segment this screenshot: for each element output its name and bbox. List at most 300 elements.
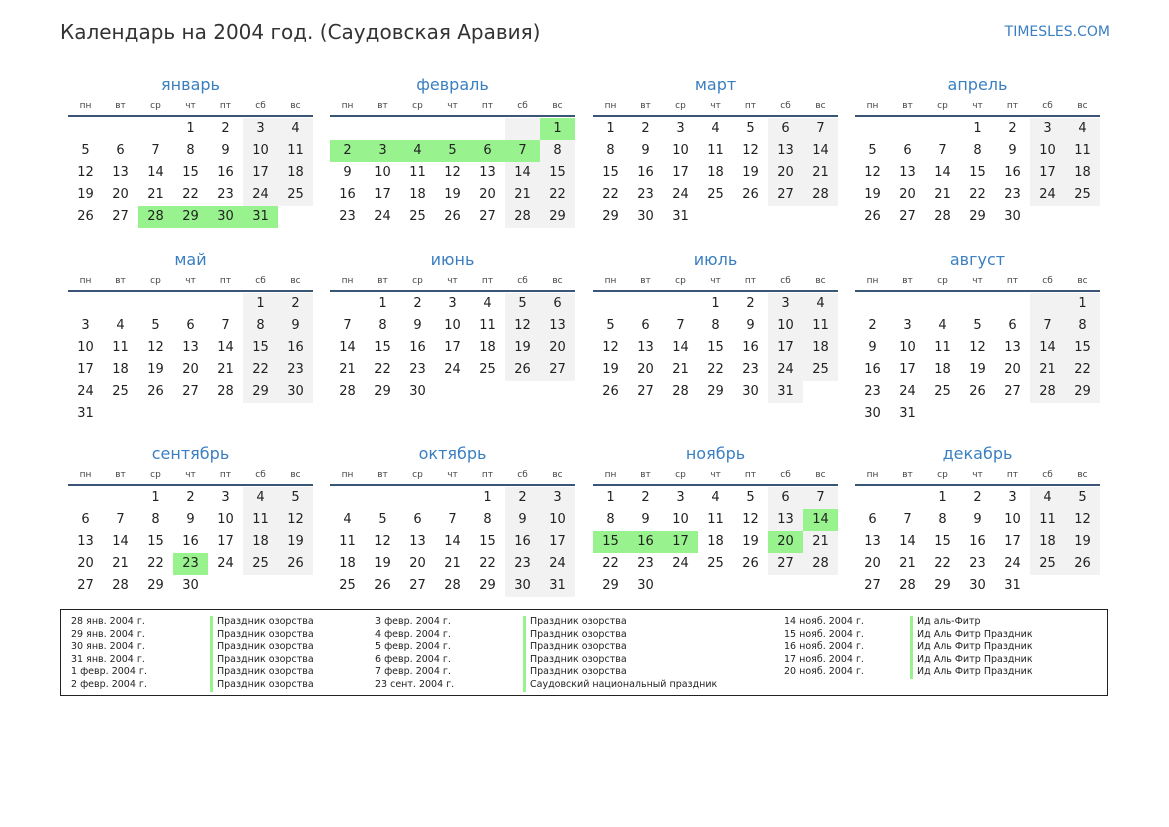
- day-cell: 3: [243, 118, 278, 140]
- empty-cell: [505, 118, 540, 140]
- day-cell: 5: [746, 121, 755, 136]
- day-cell: 25: [803, 359, 838, 381]
- weekday-header: [855, 97, 1100, 117]
- weekday-label: вт: [377, 276, 388, 286]
- day-grid: [593, 118, 838, 228]
- day-grid: [330, 118, 575, 228]
- weekday-label: ср: [675, 470, 686, 480]
- day-cell: 7: [903, 512, 912, 527]
- legend-column: [784, 616, 1033, 679]
- day-cell: 21: [112, 556, 129, 571]
- weekday-label: сб: [255, 276, 266, 286]
- holiday-day-cell: 15: [593, 531, 628, 553]
- day-cell: 9: [641, 143, 650, 158]
- day-cell: 22: [374, 362, 391, 377]
- day-cell: 21: [803, 531, 838, 553]
- holiday-day-cell: 30: [208, 206, 243, 228]
- day-cell: 13: [1004, 340, 1021, 355]
- day-cell: 24: [77, 384, 94, 399]
- legend-row: [784, 616, 1033, 629]
- day-cell: 21: [505, 184, 540, 206]
- weekday-header: [68, 466, 313, 486]
- day-cell: 27: [409, 578, 426, 593]
- day-cell: 12: [505, 315, 540, 337]
- day-cell: 22: [602, 556, 619, 571]
- weekday-label: чт: [447, 276, 458, 286]
- weekday-header: [593, 466, 838, 486]
- weekday-header: [330, 97, 575, 117]
- empty-cell: [330, 293, 365, 315]
- day-cell: 16: [1004, 165, 1021, 180]
- day-cell: 23: [969, 556, 986, 571]
- day-cell: 26: [444, 209, 461, 224]
- day-cell: 17: [374, 187, 391, 202]
- day-cell: 30: [969, 578, 986, 593]
- weekday-label: пт: [1006, 470, 1019, 480]
- day-cell: 3: [81, 318, 90, 333]
- legend-column: [71, 616, 314, 692]
- day-cell: 2: [186, 490, 195, 505]
- day-cell: 5: [973, 318, 982, 333]
- day-cell: 6: [768, 118, 803, 140]
- empty-cell: [593, 293, 628, 315]
- month-name: июнь: [430, 250, 475, 269]
- day-cell: 11: [707, 512, 724, 527]
- weekday-label: пт: [219, 470, 232, 480]
- holiday-name: Праздник озорства: [210, 616, 314, 629]
- day-cell: 11: [409, 165, 426, 180]
- legend-row: [71, 629, 314, 642]
- day-cell: 25: [409, 209, 426, 224]
- holiday-date: 2 февр. 2004 г.: [71, 678, 147, 690]
- day-cell: 6: [413, 512, 422, 527]
- day-cell: 25: [278, 184, 313, 206]
- day-cell: 21: [217, 362, 234, 377]
- weekday-label: вс: [290, 101, 301, 111]
- weekday-label: чт: [972, 276, 983, 286]
- day-cell: 9: [221, 143, 230, 158]
- day-cell: 27: [768, 553, 803, 575]
- weekday-label: чт: [710, 101, 721, 111]
- day-cell: 8: [938, 512, 947, 527]
- weekday-label: вт: [640, 276, 651, 286]
- day-cell: 24: [899, 384, 916, 399]
- day-cell: 9: [413, 318, 422, 333]
- day-cell: 25: [479, 362, 496, 377]
- holiday-name: Ид Аль Фитр Праздник: [910, 641, 1033, 654]
- day-grid: [68, 487, 313, 597]
- empty-cell: [400, 487, 435, 509]
- day-cell: 18: [707, 165, 724, 180]
- holiday-day-cell: 23: [173, 553, 208, 575]
- holiday-date: 29 янв. 2004 г.: [71, 628, 145, 640]
- day-cell: 2: [505, 487, 540, 509]
- day-cell: 27: [479, 209, 496, 224]
- month-name: апрель: [947, 75, 1008, 94]
- empty-cell: [330, 118, 365, 140]
- day-cell: 12: [77, 165, 94, 180]
- day-cell: 8: [1065, 315, 1100, 337]
- empty-cell: [470, 118, 505, 140]
- day-cell: 3: [540, 487, 575, 509]
- day-cell: 22: [540, 184, 575, 206]
- legend-row: [71, 616, 314, 629]
- weekday-label: ср: [150, 470, 161, 480]
- day-cell: 25: [707, 556, 724, 571]
- day-cell: 17: [1030, 162, 1065, 184]
- day-cell: 1: [606, 121, 615, 136]
- day-cell: 30: [278, 381, 313, 403]
- day-cell: 11: [243, 509, 278, 531]
- weekday-label: пн: [866, 101, 879, 111]
- holiday-name: Праздник озорства: [210, 679, 314, 692]
- day-cell: 18: [934, 362, 951, 377]
- day-cell: 24: [672, 187, 689, 202]
- day-cell: 12: [278, 509, 313, 531]
- day-cell: 13: [479, 165, 496, 180]
- weekday-label: пт: [481, 470, 494, 480]
- holiday-date: 3 февр. 2004 г.: [375, 616, 451, 627]
- weekday-label: вс: [815, 276, 826, 286]
- month-block: [330, 442, 575, 597]
- holiday-name: Праздник озорства: [210, 629, 314, 642]
- weekday-label: пт: [219, 101, 232, 111]
- day-cell: 27: [864, 578, 881, 593]
- weekday-label: пн: [79, 101, 92, 111]
- day-cell: 1: [483, 490, 492, 505]
- day-cell: 30: [637, 578, 654, 593]
- day-cell: 22: [602, 187, 619, 202]
- day-cell: 21: [899, 556, 916, 571]
- legend-row: [375, 679, 717, 692]
- day-grid: [330, 293, 575, 403]
- day-cell: 20: [409, 556, 426, 571]
- day-cell: 28: [505, 206, 540, 228]
- day-cell: 16: [742, 340, 759, 355]
- day-cell: 1: [606, 490, 615, 505]
- day-cell: 24: [444, 362, 461, 377]
- day-cell: 23: [339, 209, 356, 224]
- day-cell: 20: [864, 556, 881, 571]
- day-cell: 30: [505, 575, 540, 597]
- day-cell: 2: [413, 296, 422, 311]
- day-cell: 18: [479, 340, 496, 355]
- holiday-name: Праздник озорства: [210, 666, 314, 679]
- holiday-name: Праздник озорства: [210, 641, 314, 654]
- day-cell: 23: [1004, 187, 1021, 202]
- empty-cell: [435, 487, 470, 509]
- day-cell: 10: [672, 143, 689, 158]
- weekday-label: пн: [341, 101, 354, 111]
- weekday-label: вт: [377, 101, 388, 111]
- site-link[interactable]: TIMESLES.COM: [1004, 24, 1110, 40]
- empty-cell: [365, 487, 400, 509]
- day-cell: 25: [339, 578, 356, 593]
- day-cell: 25: [1065, 184, 1100, 206]
- day-cell: 12: [1065, 509, 1100, 531]
- day-cell: 1: [938, 490, 947, 505]
- weekday-label: вс: [552, 276, 563, 286]
- day-cell: 2: [746, 296, 755, 311]
- day-cell: 28: [899, 578, 916, 593]
- day-cell: 27: [1004, 384, 1021, 399]
- day-cell: 3: [768, 293, 803, 315]
- legend-row: [71, 641, 314, 654]
- day-cell: 12: [742, 143, 759, 158]
- day-cell: 17: [768, 337, 803, 359]
- day-cell: 9: [278, 315, 313, 337]
- day-cell: 20: [540, 337, 575, 359]
- weekday-label: сб: [255, 470, 266, 480]
- weekday-label: чт: [185, 101, 196, 111]
- day-cell: 20: [112, 187, 129, 202]
- day-cell: 18: [803, 337, 838, 359]
- day-cell: 10: [1004, 512, 1021, 527]
- weekday-label: пн: [604, 276, 617, 286]
- day-cell: 24: [672, 556, 689, 571]
- day-cell: 15: [707, 340, 724, 355]
- day-cell: 11: [803, 315, 838, 337]
- day-cell: 12: [602, 340, 619, 355]
- day-cell: 16: [505, 531, 540, 553]
- day-cell: 21: [934, 187, 951, 202]
- weekday-label: пн: [866, 276, 879, 286]
- day-cell: 7: [221, 318, 230, 333]
- empty-cell: [173, 293, 208, 315]
- day-cell: 18: [278, 162, 313, 184]
- day-cell: 5: [505, 293, 540, 315]
- day-cell: 3: [676, 490, 685, 505]
- month-block: [855, 442, 1100, 597]
- weekday-label: вт: [115, 276, 126, 286]
- day-cell: 21: [1030, 359, 1065, 381]
- day-cell: 11: [707, 143, 724, 158]
- weekday-label: сб: [780, 101, 791, 111]
- weekday-label: ср: [412, 470, 423, 480]
- holiday-name: Праздник озорства: [523, 616, 627, 629]
- empty-cell: [890, 487, 925, 509]
- empty-cell: [103, 293, 138, 315]
- day-cell: 20: [637, 362, 654, 377]
- day-cell: 28: [1030, 381, 1065, 403]
- holiday-name: Ид Аль Фитр Праздник: [910, 654, 1033, 667]
- day-cell: 3: [448, 296, 457, 311]
- weekday-label: чт: [447, 101, 458, 111]
- day-cell: 11: [1030, 509, 1065, 531]
- day-cell: 22: [934, 556, 951, 571]
- day-cell: 5: [81, 143, 90, 158]
- day-cell: 5: [1065, 487, 1100, 509]
- day-cell: 12: [147, 340, 164, 355]
- day-cell: 15: [1065, 337, 1100, 359]
- day-cell: 4: [278, 118, 313, 140]
- day-cell: 31: [77, 406, 94, 421]
- day-cell: 2: [641, 121, 650, 136]
- day-cell: 13: [864, 534, 881, 549]
- day-cell: 19: [864, 187, 881, 202]
- day-cell: 4: [938, 318, 947, 333]
- day-cell: 14: [444, 534, 461, 549]
- legend-row: [375, 666, 717, 679]
- day-cell: 6: [868, 512, 877, 527]
- day-cell: 2: [278, 293, 313, 315]
- weekday-label: вс: [815, 470, 826, 480]
- holiday-name: Саудовский национальный праздник: [523, 679, 717, 692]
- day-cell: 29: [602, 578, 619, 593]
- day-cell: 15: [602, 165, 619, 180]
- day-cell: 30: [864, 406, 881, 421]
- day-cell: 3: [676, 121, 685, 136]
- day-cell: 31: [1004, 578, 1021, 593]
- weekday-header: [330, 466, 575, 486]
- empty-cell: [365, 118, 400, 140]
- day-cell: 29: [147, 578, 164, 593]
- day-cell: 29: [602, 209, 619, 224]
- day-cell: 21: [803, 162, 838, 184]
- day-cell: 26: [505, 359, 540, 381]
- day-cell: 28: [803, 553, 838, 575]
- weekday-label: вс: [290, 276, 301, 286]
- weekday-label: чт: [185, 470, 196, 480]
- day-cell: 4: [1030, 487, 1065, 509]
- day-cell: 4: [803, 293, 838, 315]
- holiday-day-cell: 5: [435, 140, 470, 162]
- holiday-name: Праздник озорства: [523, 654, 627, 667]
- weekday-label: пн: [604, 101, 617, 111]
- day-cell: 7: [676, 318, 685, 333]
- month-name: октябрь: [418, 444, 487, 463]
- day-cell: 23: [637, 556, 654, 571]
- day-cell: 7: [1030, 315, 1065, 337]
- day-cell: 19: [1065, 531, 1100, 553]
- empty-cell: [855, 293, 890, 315]
- month-block: [330, 73, 575, 228]
- day-cell: 26: [969, 384, 986, 399]
- day-cell: 6: [1008, 318, 1017, 333]
- legend-row: [71, 666, 314, 679]
- weekday-header: [330, 272, 575, 292]
- day-cell: 15: [969, 165, 986, 180]
- day-cell: 13: [768, 509, 803, 531]
- day-cell: 13: [182, 340, 199, 355]
- day-cell: 28: [217, 384, 234, 399]
- day-cell: 29: [479, 578, 496, 593]
- day-cell: 12: [864, 165, 881, 180]
- weekday-label: ср: [412, 276, 423, 286]
- day-cell: 18: [1065, 162, 1100, 184]
- day-cell: 16: [339, 187, 356, 202]
- day-cell: 10: [899, 340, 916, 355]
- weekday-label: ср: [412, 101, 423, 111]
- day-cell: 4: [116, 318, 125, 333]
- holiday-date: 20 нояб. 2004 г.: [784, 666, 864, 678]
- day-cell: 26: [374, 578, 391, 593]
- weekday-label: чт: [710, 276, 721, 286]
- weekday-label: пт: [1006, 101, 1019, 111]
- day-cell: 31: [768, 381, 803, 403]
- empty-cell: [890, 118, 925, 140]
- day-cell: 22: [182, 187, 199, 202]
- day-cell: 2: [868, 318, 877, 333]
- empty-cell: [855, 118, 890, 140]
- day-cell: 24: [540, 553, 575, 575]
- day-cell: 30: [1004, 209, 1021, 224]
- day-cell: 10: [374, 165, 391, 180]
- day-cell: 8: [540, 140, 575, 162]
- empty-cell: [855, 487, 890, 509]
- day-cell: 25: [112, 384, 129, 399]
- day-cell: 20: [1004, 362, 1021, 377]
- day-cell: 21: [444, 556, 461, 571]
- day-cell: 10: [540, 509, 575, 531]
- empty-cell: [103, 118, 138, 140]
- weekday-label: ср: [150, 276, 161, 286]
- weekday-label: сб: [1042, 101, 1053, 111]
- holiday-legend: [60, 609, 1108, 696]
- day-cell: 8: [711, 318, 720, 333]
- day-cell: 19: [374, 556, 391, 571]
- weekday-label: ср: [937, 470, 948, 480]
- day-cell: 19: [278, 531, 313, 553]
- day-cell: 17: [243, 162, 278, 184]
- day-cell: 19: [742, 534, 759, 549]
- holiday-date: 1 февр. 2004 г.: [71, 666, 147, 678]
- legend-row: [784, 666, 1033, 679]
- holiday-day-cell: 1: [540, 118, 575, 140]
- day-cell: 29: [374, 384, 391, 399]
- weekday-label: пн: [341, 276, 354, 286]
- weekday-label: ср: [937, 101, 948, 111]
- holiday-date: 23 сент. 2004 г.: [375, 678, 455, 690]
- month-block: [593, 73, 838, 228]
- weekday-label: вт: [640, 470, 651, 480]
- weekday-label: вт: [115, 101, 126, 111]
- legend-row: [784, 629, 1033, 642]
- month-name: ноябрь: [685, 444, 746, 463]
- day-cell: 24: [243, 184, 278, 206]
- legend-row: [71, 654, 314, 667]
- day-cell: 8: [606, 143, 615, 158]
- day-grid: [68, 118, 313, 228]
- holiday-date: 5 февр. 2004 г.: [375, 641, 451, 653]
- day-cell: 23: [864, 384, 881, 399]
- empty-cell: [925, 293, 960, 315]
- holiday-day-cell: 16: [628, 531, 663, 553]
- weekday-label: вс: [1077, 470, 1088, 480]
- day-cell: 8: [483, 512, 492, 527]
- day-cell: 27: [182, 384, 199, 399]
- weekday-label: вс: [552, 470, 563, 480]
- day-cell: 7: [938, 143, 947, 158]
- holiday-date: 15 нояб. 2004 г.: [784, 628, 864, 640]
- day-grid: [593, 487, 838, 597]
- day-cell: 9: [186, 512, 195, 527]
- day-cell: 1: [378, 296, 387, 311]
- weekday-label: сб: [517, 470, 528, 480]
- holiday-date: 31 янв. 2004 г.: [71, 653, 145, 665]
- day-cell: 15: [147, 534, 164, 549]
- day-cell: 22: [147, 556, 164, 571]
- empty-cell: [68, 118, 103, 140]
- day-cell: 18: [1030, 531, 1065, 553]
- day-cell: 8: [151, 512, 160, 527]
- day-cell: 18: [112, 362, 129, 377]
- weekday-label: пн: [341, 470, 354, 480]
- day-cell: 15: [540, 162, 575, 184]
- day-cell: 14: [217, 340, 234, 355]
- day-cell: 4: [343, 512, 352, 527]
- day-cell: 27: [112, 209, 129, 224]
